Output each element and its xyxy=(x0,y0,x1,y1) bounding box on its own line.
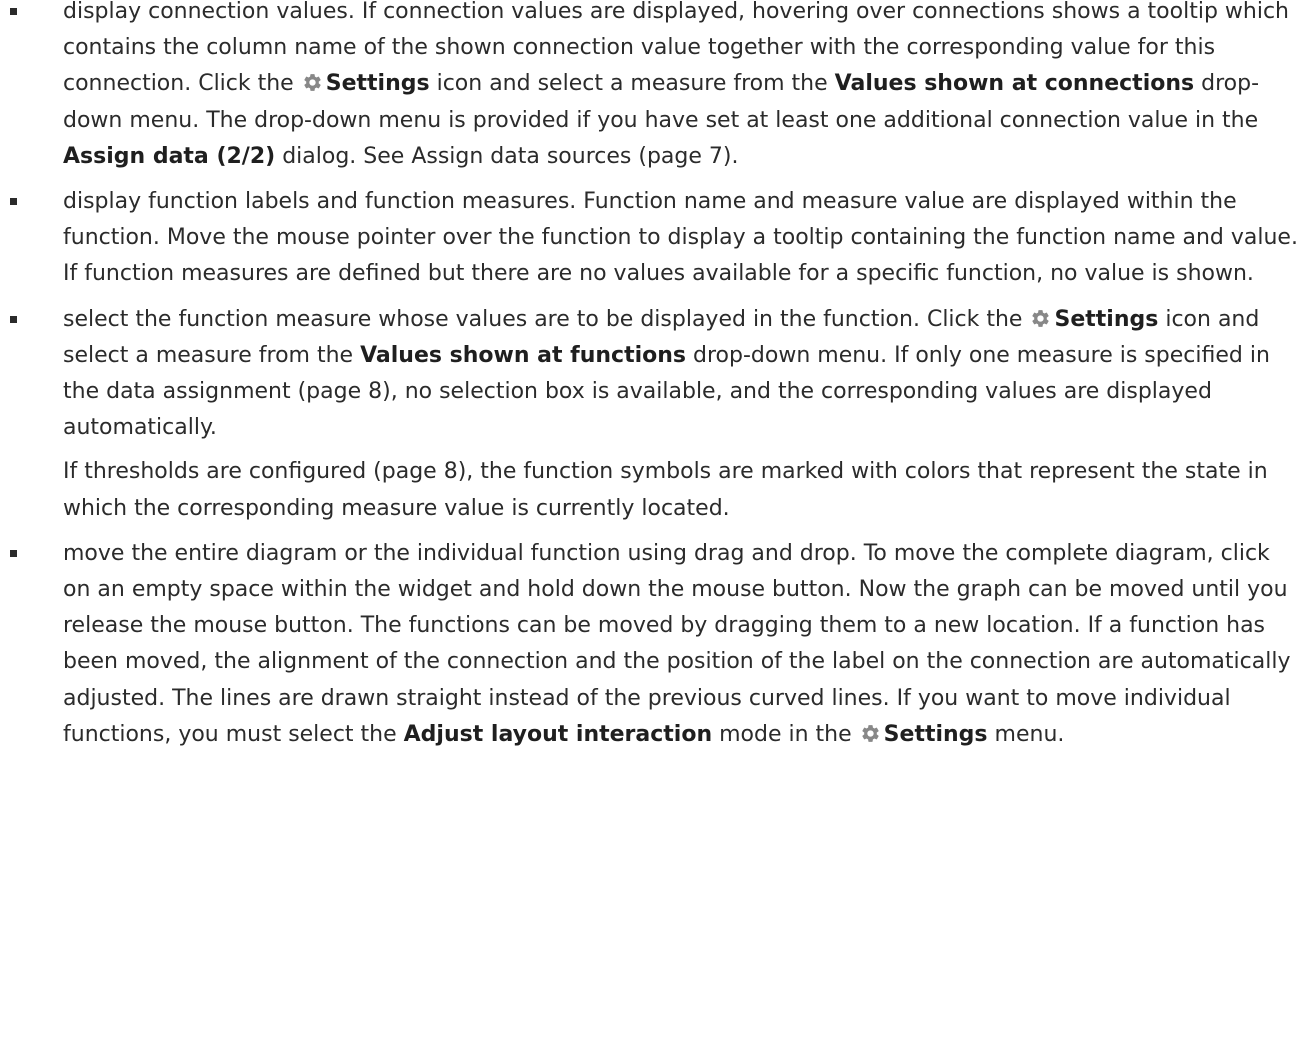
body-text: drop-down menu. If only one measure is specified in the data assignment (page 8), no selection box is available, and the corresponding values are displayed automatically. xyxy=(63,342,1270,441)
ui-term-settings: Settings xyxy=(1054,306,1159,332)
bullet-marker xyxy=(10,8,17,15)
bullet-paragraph xyxy=(63,0,1298,175)
body-text: icon and select a measure from the xyxy=(436,71,828,97)
body-text: icon and select a measure from the xyxy=(63,306,1260,368)
bullet-item-move-diagram xyxy=(0,536,1304,753)
ui-term-settings: Settings xyxy=(325,71,430,97)
bullet-item-connection-values xyxy=(0,0,1304,175)
body-text: select the function measure whose values are to be displayed in the function. Click the xyxy=(63,306,1023,332)
settings-gear-icon xyxy=(1030,308,1051,329)
bullet-marker xyxy=(10,198,17,205)
bullet-paragraph xyxy=(63,302,1298,447)
body-text: move the entire diagram or the individual function using drag and drop. To move the complete diagram, click on an empty space within the widget and hold down the mouse button. Now the graph can be moved until you release the mouse button. The functions can be moved by dragging them to a new location. If a function has been moved, the alignment of the connection and the position of the label on the connection are automatically adjusted. The lines are drawn straight instead of the previous curved lines. If you want to move individual functions, you must select the xyxy=(63,540,1291,747)
ui-term-adjust-layout-interaction: Adjust layout interaction xyxy=(403,721,713,747)
ui-term-assign-data: Assign data (2/2) xyxy=(63,143,276,169)
bullet-marker xyxy=(10,316,17,323)
body-text: display connection values. If connection values are displayed, hovering over connections shows a tooltip which contains the column name of the shown connection value together with the corresponding value for this connection. Click the xyxy=(63,0,1289,97)
settings-gear-icon xyxy=(302,72,323,93)
body-text: mode in the xyxy=(719,721,852,747)
bullet-paragraph xyxy=(63,536,1298,753)
ui-term-settings: Settings xyxy=(883,721,988,747)
bullet-marker xyxy=(10,550,17,557)
bullet-item-function-labels xyxy=(0,184,1304,293)
ui-term-values-shown-at-functions: Values shown at functions xyxy=(360,342,687,368)
body-text: drop-down menu. The drop-down menu is provided if you have set at least one additional connection value in the xyxy=(63,71,1260,133)
bullet-item-function-measure xyxy=(0,302,1304,527)
body-text: display function labels and function measures. Function name and measure value are displayed within the function. Move the mouse pointer over the function to display a tooltip containing the function name and value. If function measures are defined but there are no values available for a specific function, no value is shown. xyxy=(63,189,1298,287)
bullet-paragraph xyxy=(63,184,1298,293)
ui-term-values-shown-at-connections: Values shown at connections xyxy=(834,71,1195,97)
body-text: dialog. See Assign data sources (page 7). xyxy=(282,143,739,169)
thresholds-paragraph: If thresholds are configured (page 8), the function symbols are marked with colors that represent the state in which the corresponding measure value is currently located. xyxy=(63,459,1268,521)
body-text: menu. xyxy=(994,721,1065,747)
settings-gear-icon xyxy=(860,723,881,744)
